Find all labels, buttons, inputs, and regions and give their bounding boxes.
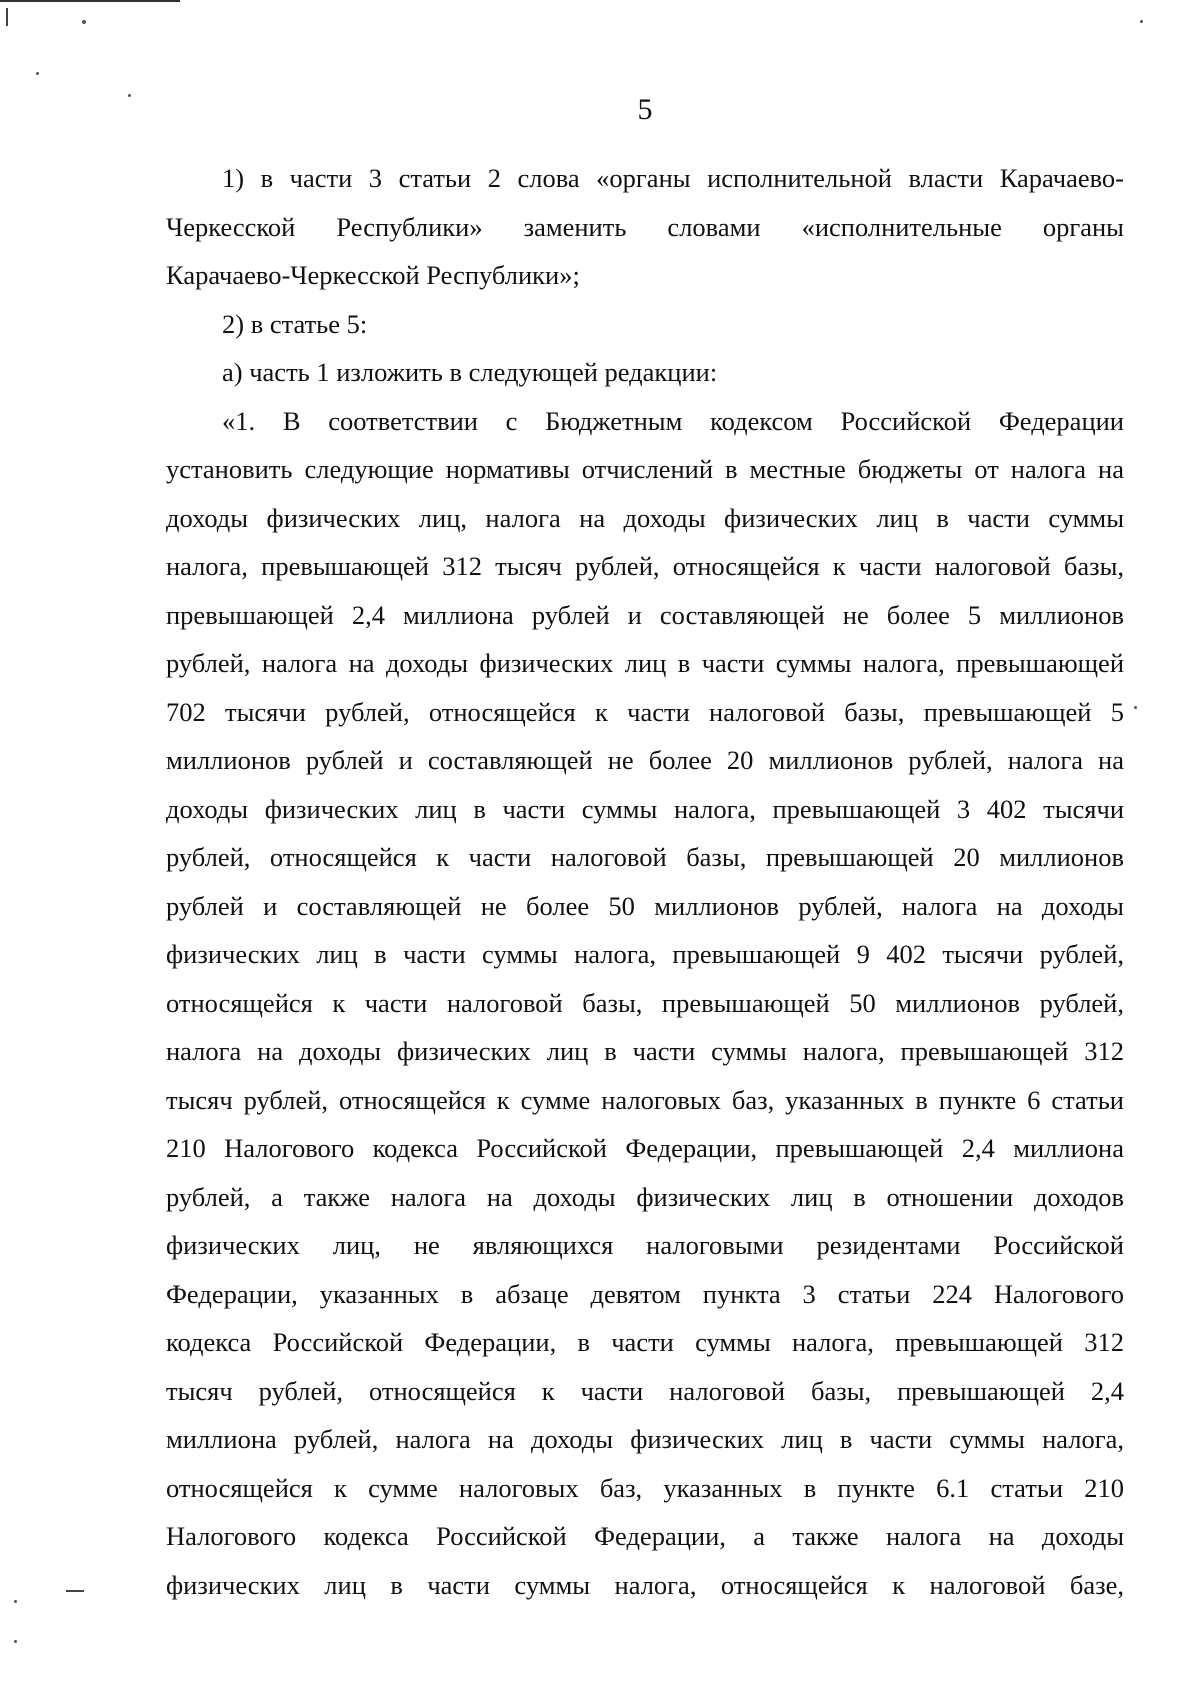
scan-speck (14, 1640, 17, 1643)
scan-speck (14, 1600, 17, 1603)
text-line: рублей, а также налога на доходы физических лиц в отношении доходов (166, 1181, 1124, 1212)
text-line: физических лиц в части суммы налога, превышающей 9 402 тысячи рублей, (166, 939, 1124, 969)
text-line: налога, превышающей 312 тысяч рублей, относящейся к части налоговой базы, (166, 551, 1124, 581)
text-line: физических лиц, не являющихся налоговыми резидентами Российской (166, 1230, 1124, 1260)
scan-mark (66, 1590, 84, 1592)
text-line: налога на доходы физических лиц в части суммы налога, превышающей 312 (166, 1036, 1124, 1066)
text-line: миллионов рублей и составляющей не более 20 миллионов рублей, налога на (166, 745, 1124, 775)
text-line: рублей, налога на доходы физических лиц в части суммы налога, превышающей (166, 648, 1124, 678)
text-line: 2) в статье 5: (222, 308, 368, 339)
scan-speck (82, 20, 86, 24)
text-line: относящейся к части налоговой базы, превышающей 50 миллионов рублей, (166, 987, 1124, 1018)
text-line: Карачаево-Черкесской Республики»; (166, 260, 580, 290)
text-line: «1. В соответствии с Бюджетным кодексом Российской Федерации (222, 405, 1124, 436)
text-line: кодекса Российской Федерации, в части суммы налога, превышающей 312 (166, 1327, 1124, 1357)
text-line: миллиона рублей, налога на доходы физических лиц в части суммы налога, (166, 1424, 1124, 1454)
scan-speck (36, 72, 39, 75)
scan-edge-left (6, 8, 8, 26)
text-line: 210 Налогового кодекса Российской Федерации, превышающей 2,4 миллиона (166, 1133, 1124, 1163)
text-line: тысяч рублей, относящейся к части налоговой базы, превышающей 2,4 (166, 1375, 1124, 1406)
text-line: относящейся к сумме налоговых баз, указанных в пункте 6.1 статьи 210 (166, 1472, 1124, 1503)
scan-edge-top (0, 0, 180, 2)
text-line: установить следующие нормативы отчислений в местные бюджеты от налога на (166, 454, 1124, 484)
text-line: доходы физических лиц, налога на доходы физических лиц в части суммы (166, 502, 1124, 533)
document-body (166, 154, 1124, 1609)
text-line: 1) в части 3 статьи 2 слова «органы исполнительной власти Карачаево- (222, 163, 1124, 193)
text-line: доходы физических лиц в части суммы налога, превышающей 3 402 тысячи (166, 793, 1124, 824)
text-line: Федерации, указанных в абзаце девятом пункта 3 статьи 224 Налогового (166, 1278, 1124, 1309)
text-line: 702 тысячи рублей, относящейся к части налоговой базы, превышающей 5 (166, 696, 1124, 727)
page-number: 5 (637, 93, 653, 126)
text-line: рублей и составляющей не более 50 миллионов рублей, налога на доходы (166, 890, 1124, 921)
text-line: а) часть 1 изложить в следующей редакции: (222, 357, 718, 387)
text-line: превышающей 2,4 миллиона рублей и составляющей не более 5 миллионов (166, 599, 1124, 630)
scan-speck (1134, 706, 1137, 709)
text-line: Черкесской Республики» заменить словами «исполнительные органы (166, 211, 1124, 242)
scan-speck (1140, 20, 1143, 23)
text-line: тысяч рублей, относящейся к сумме налоговых баз, указанных в пункте 6 статьи (166, 1084, 1124, 1115)
text-line: рублей, относящейся к части налоговой базы, превышающей 20 миллионов (166, 842, 1124, 872)
text-line: физических лиц в части суммы налога, относящейся к налоговой базе, (166, 1569, 1124, 1600)
text-line: Налогового кодекса Российской Федерации, а также налога на доходы (166, 1521, 1124, 1551)
